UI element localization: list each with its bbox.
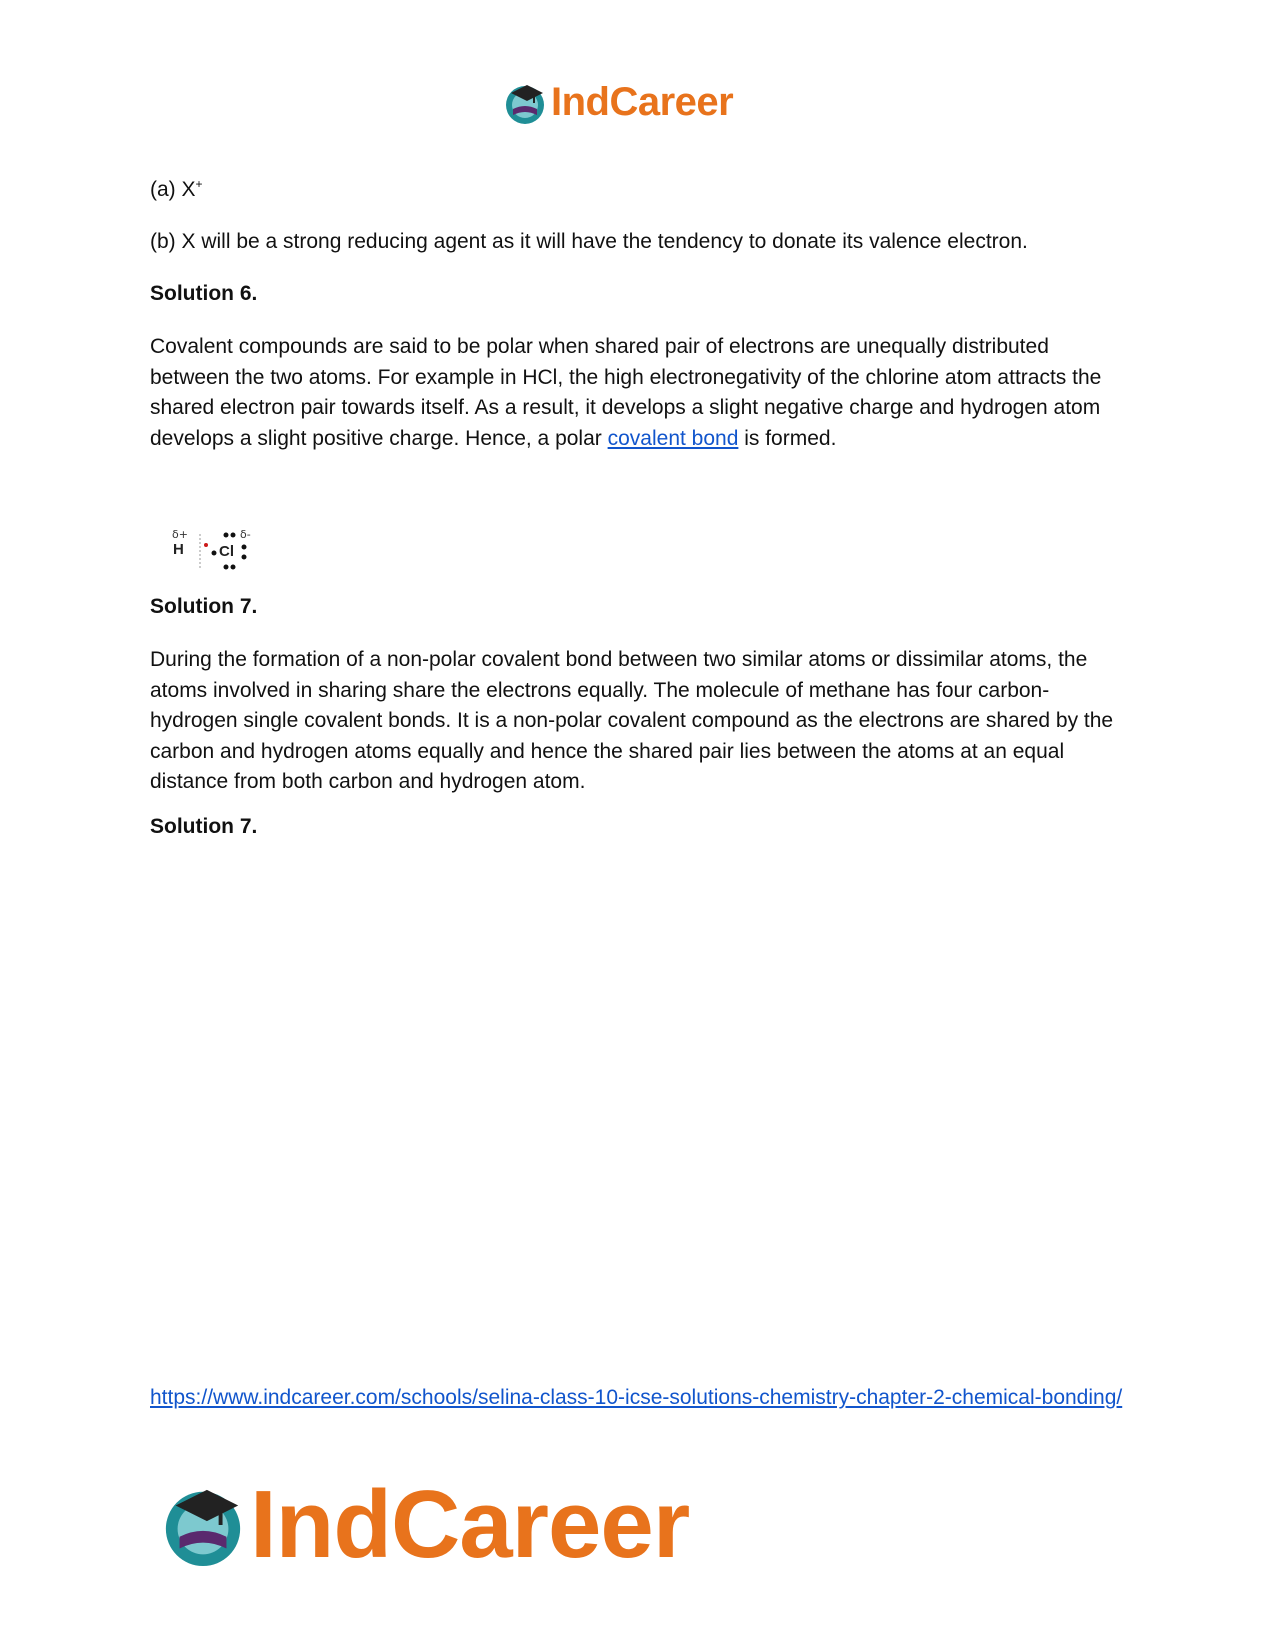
answer-a-superscript: + — [195, 177, 203, 191]
solution-6-paragraph — [150, 332, 1130, 454]
graduation-globe-icon — [503, 81, 547, 125]
footer-logo — [160, 1470, 689, 1580]
graduation-globe-icon — [160, 1482, 246, 1568]
solution-7-heading: Solution 7. — [150, 595, 258, 618]
hcl-lewis-diagram — [170, 524, 270, 587]
h-partial-charge: δ+ — [172, 528, 188, 541]
footer-brand-name: IndCareer — [250, 1471, 690, 1578]
cl-partial-charge: δ- — [240, 528, 251, 541]
solution-6-text-end: is formed. — [738, 426, 837, 450]
h-symbol: H — [173, 541, 184, 558]
solution-6-text: Covalent compounds are said to be polar when shared pair of electrons are unequally distributed between the two atoms. For example in HCl, the high electronegativity of the chlorine atom attracts the shared electron pair towards itself. As a result, it develops a slight negative charge and hydrogen atom develops a slight positive charge. Hence, a polar — [150, 335, 1102, 450]
answer-b: (b) X will be a strong reducing agent as it will have the tendency to donate its valence electron. — [150, 230, 1028, 253]
solution-7-paragraph: During the formation of a non-polar covalent bond between two similar atoms or dissimilar atoms, the atoms involved in sharing share the electrons equally. The molecule of methane has four carbon-hydrogen single covalent bonds. It is a non-polar covalent compound as the electrons are shared by the carbon and hydrogen atoms equally and hence the shared pair lies between the atoms at an equal distance from both carbon and hydrogen atom. — [150, 648, 1114, 793]
answer-a-text: (a) X — [150, 178, 196, 201]
cl-symbol: Cl — [219, 543, 234, 560]
header-logo — [503, 80, 733, 125]
covalent-bond-link[interactable]: covalent bond — [607, 426, 739, 450]
solution-7b-heading: Solution 7. — [150, 815, 258, 838]
solution-6-heading: Solution 6. — [150, 282, 258, 305]
answer-a — [150, 175, 1130, 206]
footer-url-link[interactable]: https://www.indcareer.com/schools/selina-class-10-icse-solutions-chemistry-chapter-2-chemical-bonding/ — [150, 1386, 1123, 1409]
brand-name: IndCareer — [551, 80, 734, 124]
